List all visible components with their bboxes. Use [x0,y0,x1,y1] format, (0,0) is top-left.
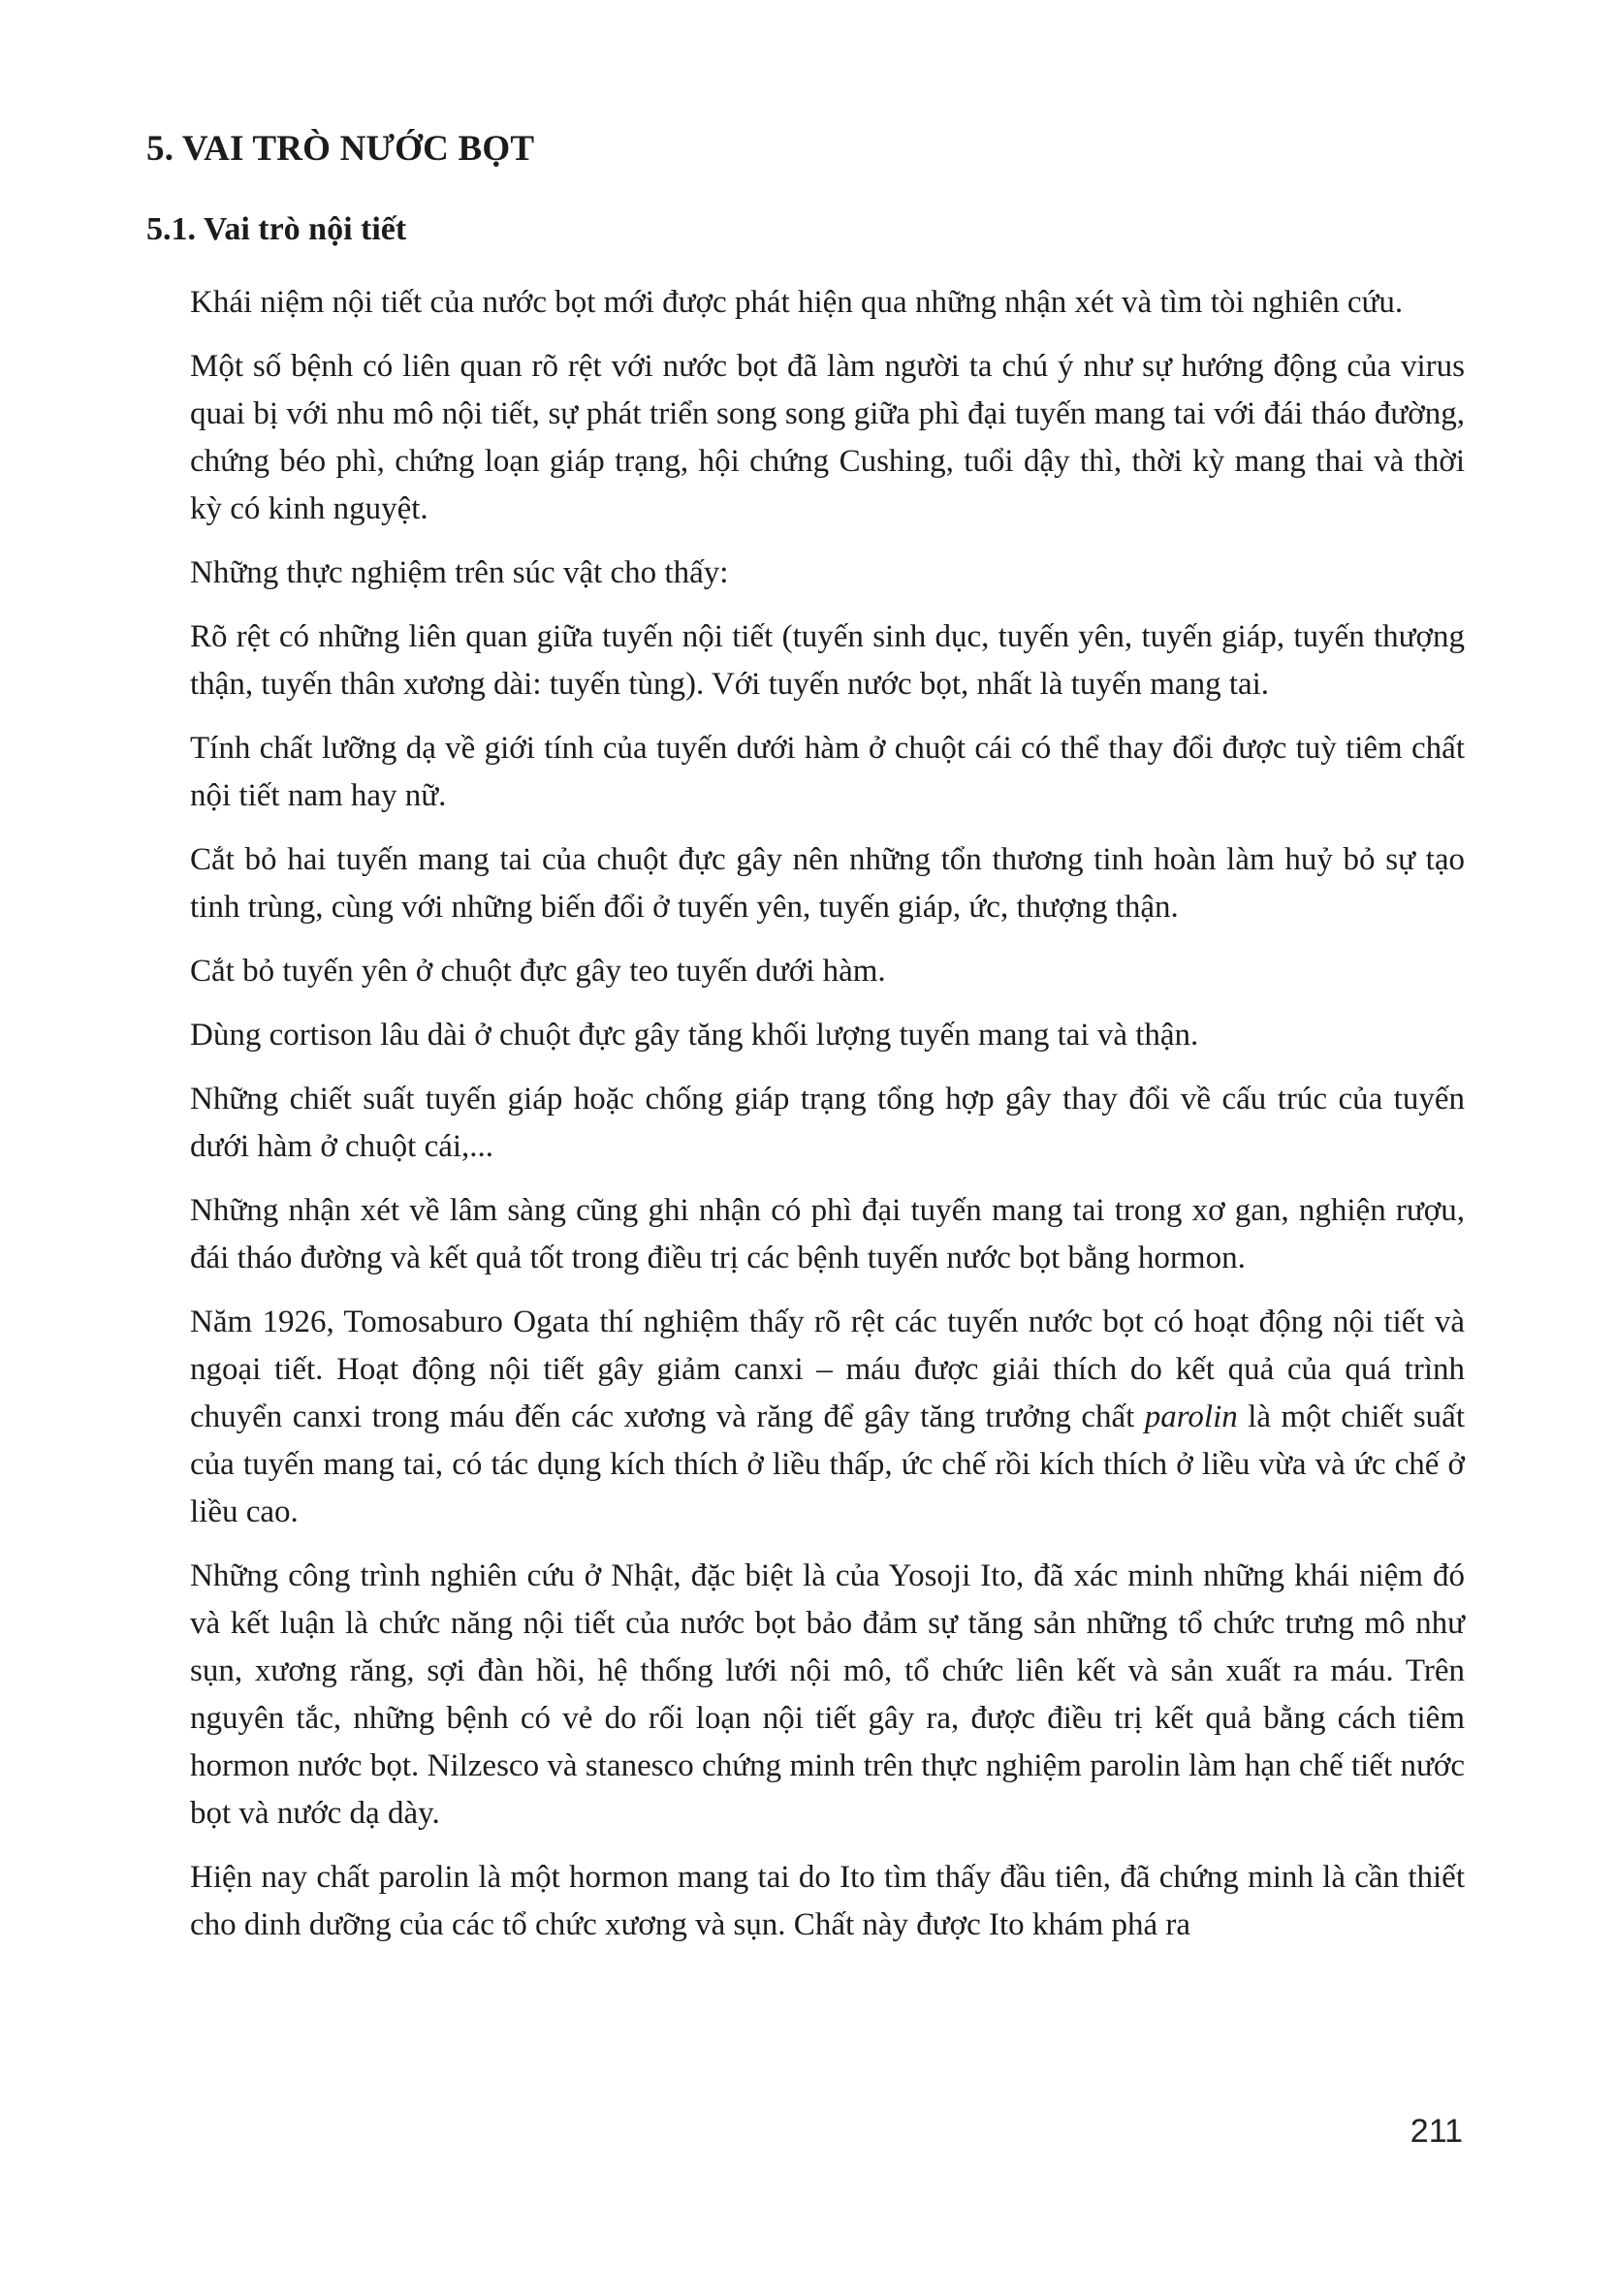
paragraph: Dùng cortison lâu dài ở chuột đực gây tăng khối lượng tuyến mang tai và thận. [190,1018,1199,1053]
paragraph-text: là một chiết suất của tuyến mang tai, có tác dụng kích thích ở liều thấp, ức chế rồi kích thích ở liều vừa và ức chế ở liều cao. [190,1400,1465,1529]
paragraph: Khái niệm nội tiết của nước bọt mới được phát hiện qua những nhận xét và tìm tòi nghiên cứu. [190,285,1404,320]
paragraph: Những công trình nghiên cứu ở Nhật, đặc biệt là của Yosoji Ito, đã xác minh những khái niệm đó và kết luận là chức năng nội tiết của nước bọt bảo đảm sự tăng sản những tổ chức trưng mô như sụn, xương răng, sợi đàn hồi, hệ thống lưới nội mô, tổ chức liên kết và sản xuất ra máu. Trên nguyên tắc, những bệnh có vẻ do rối loạn nội tiết gây ra, được điều trị kết quả bằng cách tiêm hormon nước bọt. Nilzesco và stanesco chứng minh trên thực nghiệm parolin làm hạn chế tiết nước bọt và nước dạ dày. [190,1558,1465,1831]
paragraph: Rõ rệt có những liên quan giữa tuyến nội tiết (tuyến sinh dục, tuyến yên, tuyến giáp, tuyến thượng thận, tuyến thân xương dài: tuyến tùng). Với tuyến nước bọt, nhất là tuyến mang tai. [190,619,1465,702]
subsection-title: 5.1. Vai trò nội tiết [146,211,407,247]
page-number: 211 [1410,2113,1463,2150]
paragraph: Cắt bỏ tuyến yên ở chuột đực gây teo tuyến dưới hàm. [190,954,886,989]
body-text [190,279,1465,1966]
paragraph-ogata [190,1299,1465,1536]
paragraph: Những thực nghiệm trên súc vật cho thấy: [190,555,729,590]
section-title: 5. VAI TRÒ NƯỚC BỌT [146,129,535,169]
paragraph: Những nhận xét về lâm sàng cũng ghi nhận có phì đại tuyến mang tai trong xơ gan, nghiện rượu, đái tháo đường và kết quả tốt trong điều trị các bệnh tuyến nước bọt bằng hormon. [190,1193,1465,1275]
paragraph: Cắt bỏ hai tuyến mang tai của chuột đực gây nên những tổn thương tinh hoàn làm huỷ bỏ sự tạo tinh trùng, cùng với những biến đổi ở tuyến yên, tuyến giáp, ức, thượng thận. [190,842,1465,925]
paragraph: Những chiết suất tuyến giáp hoặc chống giáp trạng tổng hợp gây thay đổi về cấu trúc của tuyến dưới hàm ở chuột cái,... [190,1082,1465,1164]
paragraph-text: Năm 1926, Tomosaburo Ogata thí nghiệm thấy rõ rệt các tuyến nước bọt có hoạt động nội tiết và ngoại tiết. Hoạt động nội tiết gây giảm canxi – máu được giải thích do kết quả của quá trình chuyển canxi trong máu đến các xương và răng để gây tăng trưởng chất [190,1305,1465,1434]
term-parolin: parolin [1144,1400,1238,1434]
paragraph: Một số bệnh có liên quan rõ rệt với nước bọt đã làm người ta chú ý như sự hướng động của virus quai bị với nhu mô nội tiết, sự phát triển song song giữa phì đại tuyến mang tai với đái tháo đường, chứng béo phì, chứng loạn giáp trạng, hội chứng Cushing, tuổi dậy thì, thời kỳ mang thai và thời kỳ có kinh nguyệt. [190,349,1465,526]
paragraph: Hiện nay chất parolin là một hormon mang tai do Ito tìm thấy đầu tiên, đã chứng minh là cần thiết cho dinh dưỡng của các tổ chức xương và sụn. Chất này được Ito khám phá ra [190,1860,1465,1942]
paragraph: Tính chất lưỡng dạ về giới tính của tuyến dưới hàm ở chuột cái có thể thay đổi được tuỳ tiêm chất nội tiết nam hay nữ. [190,731,1465,813]
